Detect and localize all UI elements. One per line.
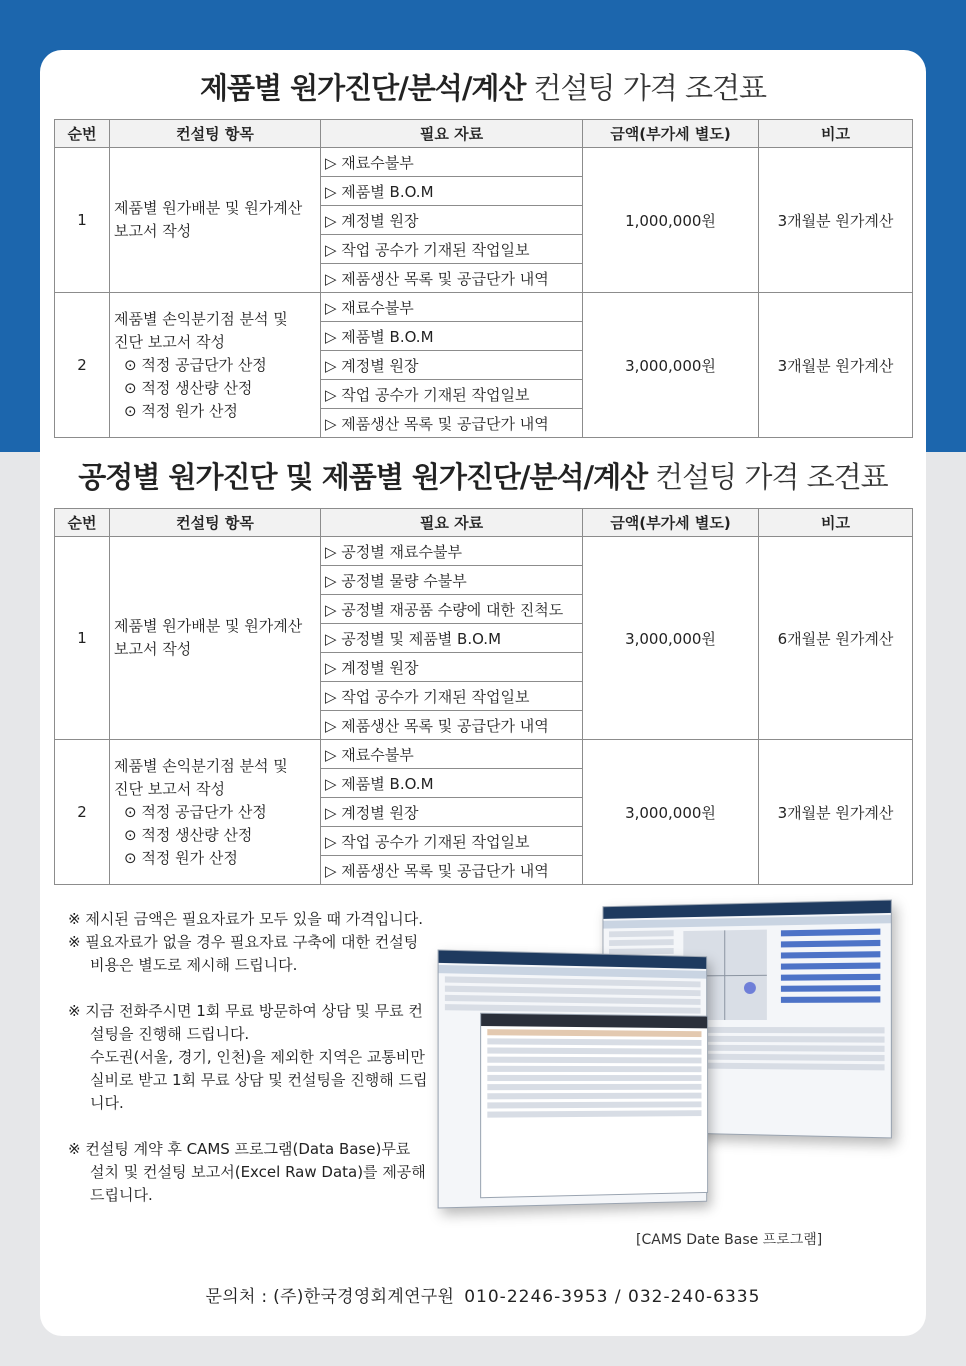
consulting-item: 제품별 손익분기점 분석 및 진단 보고서 작성 ⊙ 적정 공급단가 산정 ⊙ 적정 생산량 산정 ⊙ 적정 원가 산정 <box>110 293 321 438</box>
header-num: 순번 <box>55 120 110 148</box>
material-item: ▷ 공정별 재공품 수량에 대한 진척도 <box>321 595 583 624</box>
remark: 3개월분 원가계산 <box>759 293 913 438</box>
amount: 3,000,000원 <box>583 740 759 885</box>
note-line: ※ 필요자료가 없을 경우 필요자료 구축에 대한 컨설팅 비용은 별도로 제시해 드립니다. <box>68 933 419 974</box>
material-item: ▷ 계정별 원장 <box>321 206 583 235</box>
notes-block <box>68 908 428 1207</box>
contact-phones: 010-2246-3953 / 032-240-6335 <box>464 1287 761 1307</box>
consulting-item: 제품별 손익분기점 분석 및 진단 보고서 작성 ⊙ 적정 공급단가 산정 ⊙ 적정 생산량 산정 ⊙ 적정 원가 산정 <box>110 740 321 885</box>
material-item: ▷ 작업 공수가 기재된 작업일보 <box>321 827 583 856</box>
note-line: ※ 제시된 금액은 필요자료가 모두 있을 때 가격입니다. <box>68 910 424 928</box>
material-item: ▷ 제품별 B.O.M <box>321 322 583 351</box>
contact-label: 문의처 : (주)한국경영회계연구원 <box>205 1287 455 1307</box>
note-line: ※ 지금 전화주시면 1회 무료 방문하여 상담 및 무료 컨설팅을 진행해 드립니다. <box>68 1002 423 1043</box>
header-note: 비고 <box>759 509 913 537</box>
material-item: ▷ 계정별 원장 <box>321 351 583 380</box>
section1-title: 제품별 원가진단/분석/계산 컨설팅 가격 조견표 <box>200 71 766 105</box>
contact-line <box>0 1282 966 1307</box>
header-amount: 금액(부가세 별도) <box>583 509 759 537</box>
material-item: ▷ 공정별 재료수불부 <box>321 537 583 566</box>
header-num: 순번 <box>55 509 110 537</box>
remark: 6개월분 원가계산 <box>759 537 913 740</box>
header-materials: 필요 자료 <box>321 509 583 537</box>
table-row <box>55 537 913 566</box>
remark: 3개월분 원가계산 <box>759 148 913 293</box>
amount: 1,000,000원 <box>583 148 759 293</box>
material-item: ▷ 제품별 B.O.M <box>321 769 583 798</box>
remark: 3개월분 원가계산 <box>759 740 913 885</box>
program-screenshot <box>432 895 902 1215</box>
material-item: ▷ 작업 공수가 기재된 작업일보 <box>321 682 583 711</box>
material-item: ▷ 재료수불부 <box>321 293 583 322</box>
material-item: ▷ 제품생산 목록 및 공급단가 내역 <box>321 856 583 885</box>
material-item: ▷ 제품생산 목록 및 공급단가 내역 <box>321 409 583 438</box>
row-number: 2 <box>55 293 110 438</box>
note-line: 수도권(서울, 경기, 인천)을 제외한 지역은 교통비만 실비로 받고 1회 무료 상담 및 컨설팅을 진행해 드립니다. <box>90 1048 428 1112</box>
row-number: 1 <box>55 148 110 293</box>
table-row <box>55 148 913 177</box>
material-item: ▷ 제품생산 목록 및 공급단가 내역 <box>321 264 583 293</box>
amount: 3,000,000원 <box>583 293 759 438</box>
material-item: ▷ 계정별 원장 <box>321 653 583 682</box>
header-item: 컨설팅 항목 <box>110 509 321 537</box>
table-row <box>55 740 913 769</box>
note-line: ※ 컨설팅 계약 후 CAMS 프로그램(Data Base)무료 설치 및 컨설팅 보고서(Excel Raw Data)를 제공해 드립니다. <box>68 1140 426 1204</box>
material-item: ▷ 작업 공수가 기재된 작업일보 <box>321 380 583 409</box>
amount: 3,000,000원 <box>583 537 759 740</box>
material-item: ▷ 제품생산 목록 및 공급단가 내역 <box>321 711 583 740</box>
row-number: 1 <box>55 537 110 740</box>
material-item: ▷ 공정별 물량 수불부 <box>321 566 583 595</box>
section2-title: 공정별 원가진단 및 제품별 원가진단/분석/계산 컨설팅 가격 조견표 <box>78 460 888 494</box>
header-amount: 금액(부가세 별도) <box>583 120 759 148</box>
header-materials: 필요 자료 <box>321 120 583 148</box>
consulting-item: 제품별 원가배분 및 원가계산 보고서 작성 <box>110 537 321 740</box>
material-item: ▷ 재료수불부 <box>321 740 583 769</box>
header-note: 비고 <box>759 120 913 148</box>
material-item: ▷ 재료수불부 <box>321 148 583 177</box>
material-item: ▷ 제품별 B.O.M <box>321 177 583 206</box>
header-item: 컨설팅 항목 <box>110 120 321 148</box>
consulting-item: 제품별 원가배분 및 원가계산 보고서 작성 <box>110 148 321 293</box>
table-row <box>55 293 913 322</box>
screenshot-caption: [CAMS Date Base 프로그램] <box>636 1232 823 1248</box>
material-item: ▷ 계정별 원장 <box>321 798 583 827</box>
screenshot-window-front <box>438 949 708 1208</box>
price-table-1 <box>54 119 913 438</box>
row-number: 2 <box>55 740 110 885</box>
material-item: ▷ 공정별 및 제품별 B.O.M <box>321 624 583 653</box>
price-table-2 <box>54 508 913 885</box>
material-item: ▷ 작업 공수가 기재된 작업일보 <box>321 235 583 264</box>
